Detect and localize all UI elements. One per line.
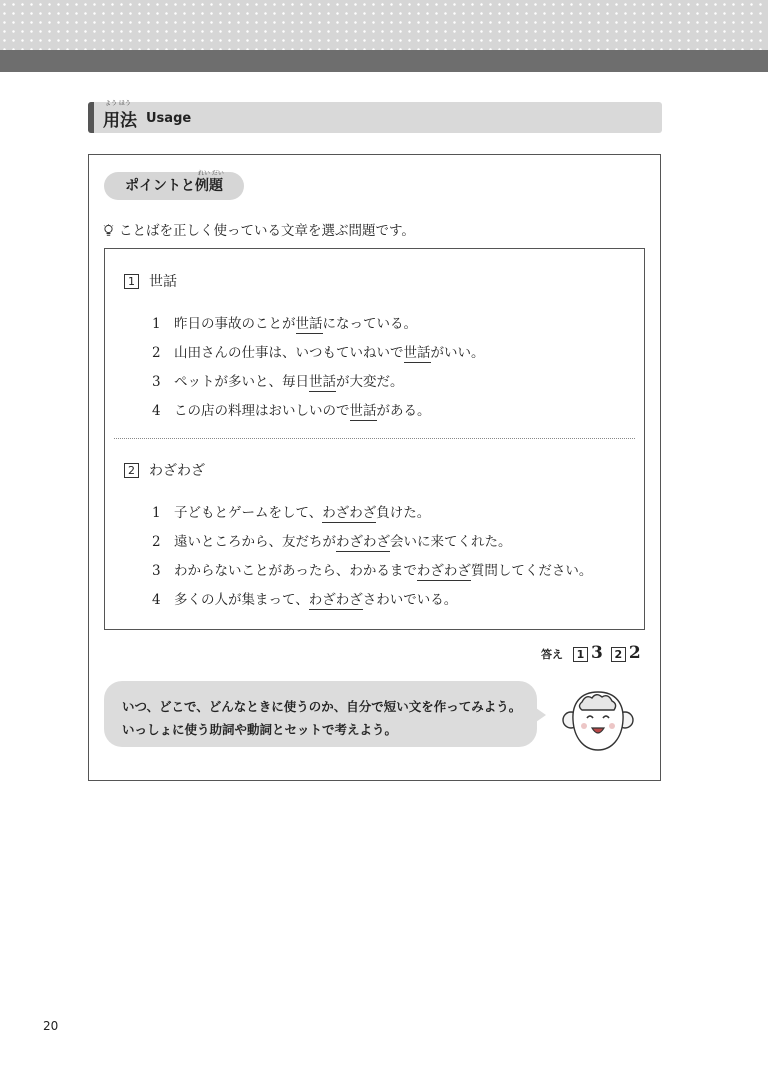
sheep-mascot-icon xyxy=(562,688,634,754)
page-number: 20 xyxy=(43,1019,59,1033)
point-label xyxy=(104,172,244,200)
section-title-ruby: よう ほう xyxy=(105,100,131,107)
header-bar xyxy=(0,50,768,72)
section-title-en: Usage xyxy=(146,111,192,126)
section-title-jp: 用法 xyxy=(103,111,137,131)
question-1-option-4: 4 この店の料理はおいしいので世話がある。 xyxy=(152,403,431,419)
question-1-option-1: 1 昨日の事故のことが世話になっている。 xyxy=(152,316,417,332)
answer-1-box: 1 xyxy=(573,647,588,662)
question-1-heading xyxy=(124,271,177,291)
speech-bubble-tail xyxy=(536,708,546,722)
question-1-word: 世話 xyxy=(149,274,177,290)
section-header xyxy=(88,102,662,133)
answer-1-value: 3 xyxy=(591,643,603,663)
question-2-word: わざわざ xyxy=(149,463,205,479)
bubble-line-1: いつ、どこで、どんなときに使うのか、自分で短い文を作ってみよう。 xyxy=(122,699,522,714)
bubble-line-2: いっしょに使う助詞や動詞とセットで考えよう。 xyxy=(122,722,398,737)
question-2-option-2: 2 遠いところから、友だちがわざわざ会いに来てくれた。 xyxy=(152,534,512,550)
instruction-text: ことばを正しく使っている文章を選ぶ問題です。 xyxy=(119,223,415,239)
answer-key xyxy=(541,643,649,663)
answer-2-value: 2 xyxy=(628,643,641,663)
question-2-option-1: 1 子どもとゲームをして、わざわざ負けた。 xyxy=(152,505,431,521)
question-2-number: 2 xyxy=(124,463,139,478)
question-divider xyxy=(114,438,635,439)
header-dot-pattern xyxy=(0,0,768,50)
question-2-heading xyxy=(124,460,205,480)
question-2-option-3: 3 わからないことがあったら、わかるまでわざわざ質問してください。 xyxy=(152,563,593,579)
instruction xyxy=(103,219,415,239)
lightbulb-icon xyxy=(103,224,114,237)
point-label-ruby: れい だい xyxy=(198,170,224,177)
question-2-option-4: 4 多くの人が集まって、わざわざさわいでいる。 xyxy=(152,592,458,608)
point-label-a: ポイントと xyxy=(125,178,195,194)
question-1-number: 1 xyxy=(124,274,139,289)
question-1-option-3: 3 ペットが多いと、毎日世話が大変だ。 xyxy=(152,374,404,390)
question-1-option-2: 2 山田さんの仕事は、いつもていねいで世話がいい。 xyxy=(152,345,485,361)
answer-label: 答え xyxy=(541,648,563,661)
point-label-b: 例題 xyxy=(195,178,223,194)
section-accent xyxy=(88,102,94,133)
answer-2-box: 2 xyxy=(611,647,626,662)
